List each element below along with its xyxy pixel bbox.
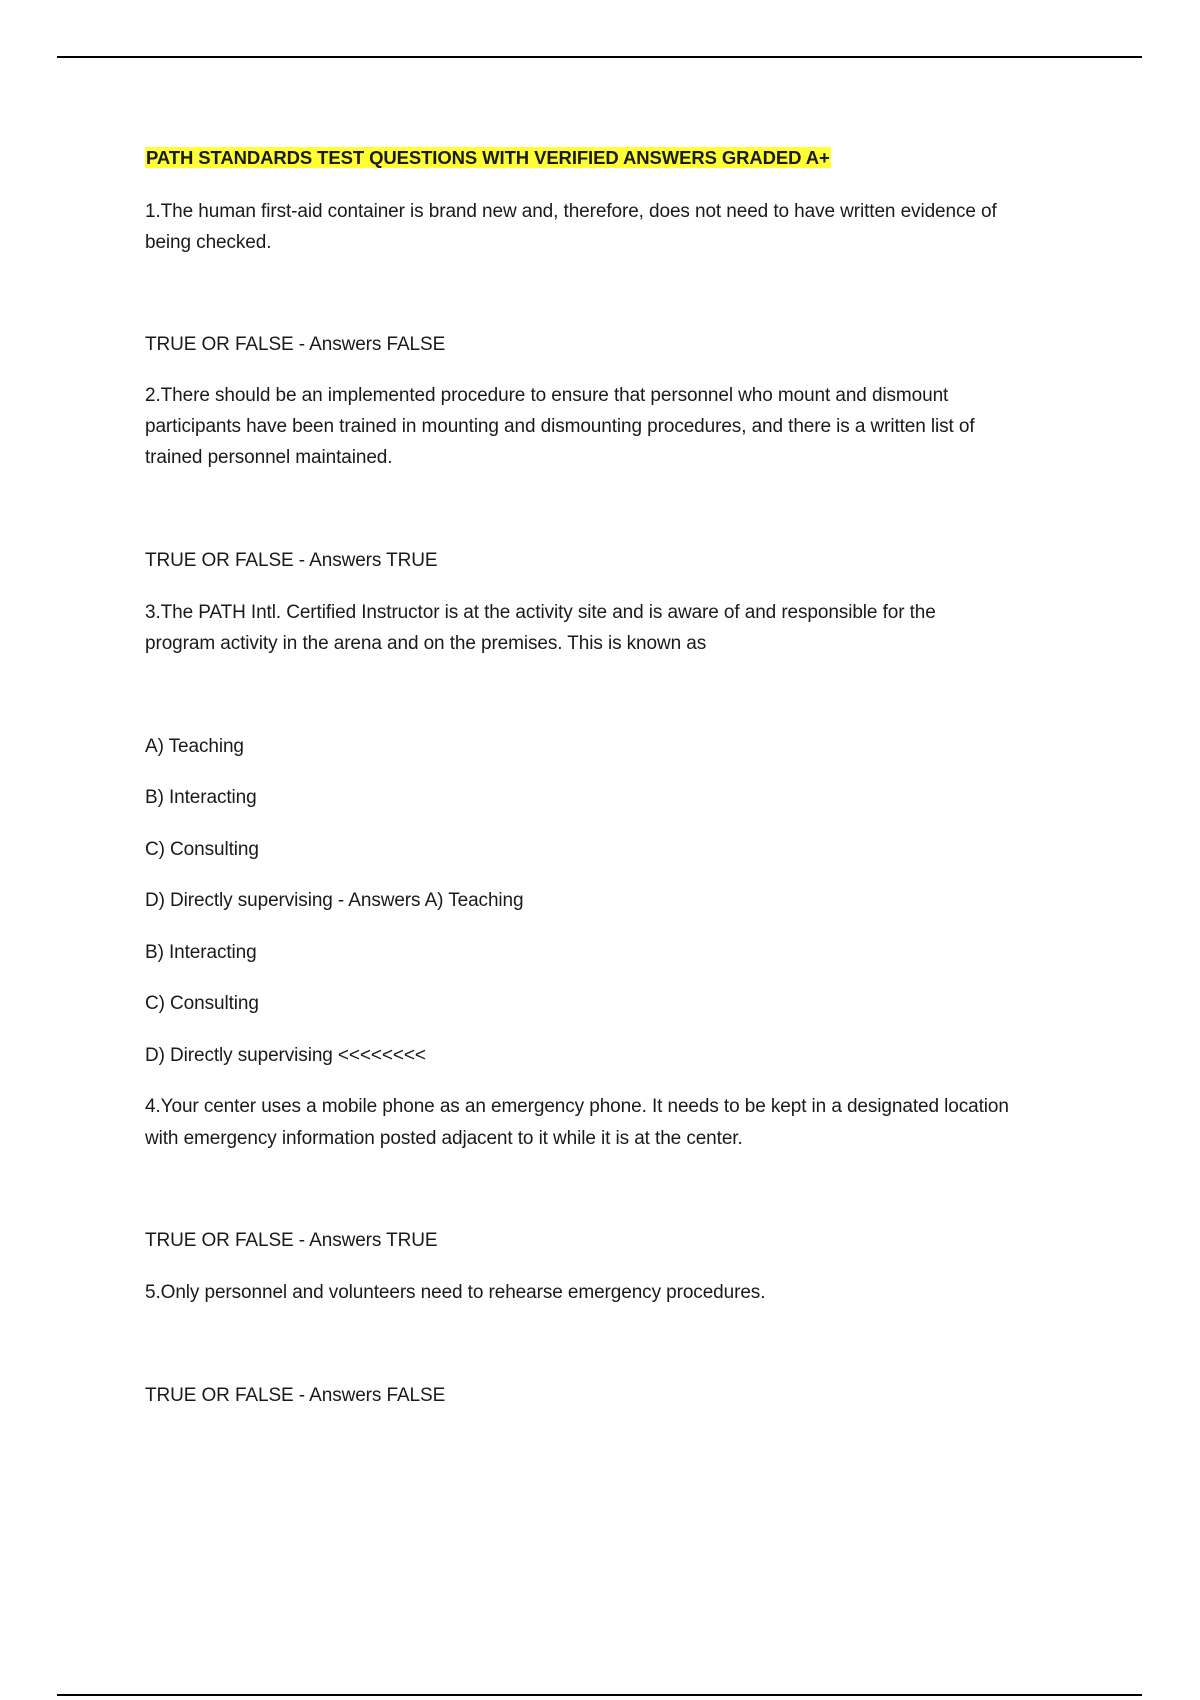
question-1-line-1: 1.The human first-aid container is brand new and, therefore, does not need to have written evidence of [145, 201, 997, 222]
option-d-with-answer: D) Directly supervising - Answers A) Teaching [145, 890, 524, 911]
option-b: B) Interacting [145, 787, 257, 808]
question-2-line-2: participants have been trained in mounting and dismounting procedures, and there is a written list of [145, 416, 975, 437]
question-2-line-3: trained personnel maintained. [145, 447, 393, 468]
question-1-line-2: being checked. [145, 232, 272, 253]
answer-option-b: B) Interacting [145, 942, 257, 963]
answer-option-c: C) Consulting [145, 993, 259, 1014]
answer-option-d: D) Directly supervising <<<<<<<< [145, 1045, 426, 1066]
document-title [145, 146, 1095, 170]
question-5-line-1: 5.Only personnel and volunteers need to rehearse emergency procedures. [145, 1282, 766, 1303]
title-highlight: PATH STANDARDS TEST QUESTIONS WITH VERIFIED ANSWERS GRADED A+ [146, 147, 830, 168]
question-1-answer: TRUE OR FALSE - Answers FALSE [145, 334, 446, 355]
question-3-line-2: program activity in the arena and on the premises. This is known as [145, 633, 707, 654]
question-4-line-2: with emergency information posted adjacent to it while it is at the center. [145, 1128, 743, 1149]
option-c: C) Consulting [145, 839, 259, 860]
question-4-line-1: 4.Your center uses a mobile phone as an emergency phone. It needs to be kept in a designated location [145, 1096, 1009, 1117]
question-5-answer: TRUE OR FALSE - Answers FALSE [145, 1385, 446, 1406]
question-4-answer: TRUE OR FALSE - Answers TRUE [145, 1230, 438, 1251]
footer-rule [57, 1694, 1142, 1696]
question-2-answer: TRUE OR FALSE - Answers TRUE [145, 550, 438, 571]
question-3-line-1: 3.The PATH Intl. Certified Instructor is at the activity site and is aware of and responsible for the [145, 602, 936, 623]
question-2-line-1: 2.There should be an implemented procedure to ensure that personnel who mount and dismount [145, 385, 949, 406]
header-rule [57, 56, 1142, 58]
option-a: A) Teaching [145, 736, 244, 757]
